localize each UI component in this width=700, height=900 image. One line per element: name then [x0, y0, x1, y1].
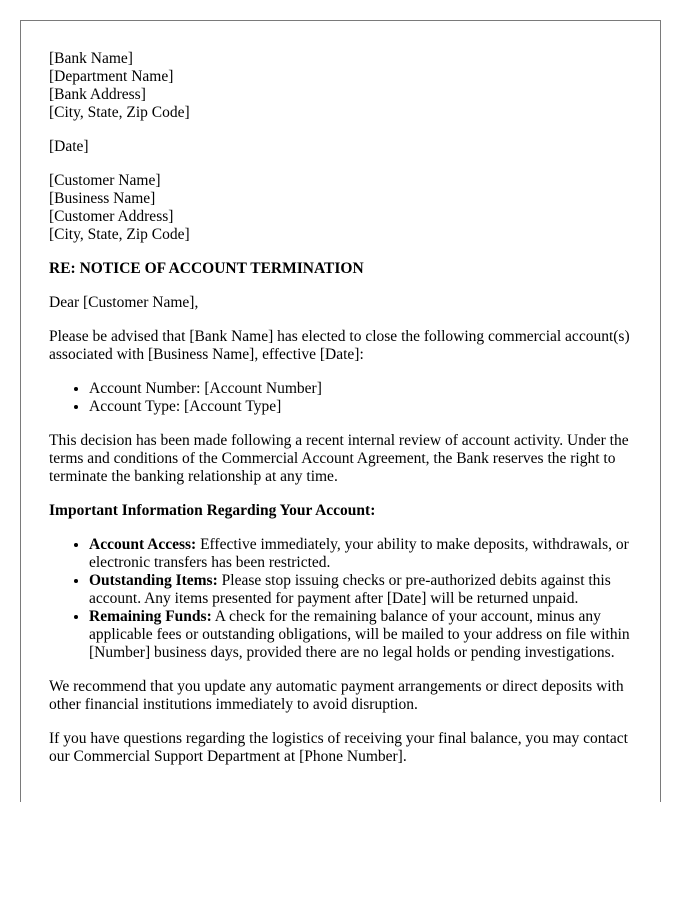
business-name: [Business Name] — [49, 190, 156, 207]
bank-name: [Bank Name] — [49, 50, 133, 67]
account-access-item — [89, 536, 632, 572]
department-name: [Department Name] — [49, 68, 174, 85]
sender-address-block — [49, 50, 632, 122]
account-type-item: • Account Type: [Account Type] — [89, 398, 632, 416]
item-label: Outstanding Items: — [89, 572, 218, 589]
customer-city-state-zip: [City, State, Zip Code] — [49, 226, 190, 243]
letter-page — [20, 20, 661, 802]
item-label: Account Access: — [89, 536, 197, 553]
item-text: A check for the remaining balance of your account, minus any applicable fees or outstanding obligations, will be mailed to your address on file within [Number] business days, provided there are no legal holds or pending investigations. — [89, 608, 630, 661]
customer-name: [Customer Name] — [49, 172, 161, 189]
recommend-paragraph: We recommend that you update any automatic payment arrangements or direct deposits with other financial institutions immediately to avoid disruption. — [49, 678, 624, 713]
bank-address: [Bank Address] — [49, 86, 146, 103]
important-info-heading: Important Information Regarding Your Account: — [49, 502, 376, 519]
item-text: Please stop issuing checks or pre-authorized debits against this account. Any items presented for payment after [Date] will be returned unpaid. — [89, 572, 611, 607]
salutation: Dear [Customer Name], — [49, 294, 199, 311]
subject-line: RE: NOTICE OF ACCOUNT TERMINATION — [49, 260, 364, 277]
questions-paragraph: If you have questions regarding the logistics of receiving your final balance, you may contact our Commercial Support Department at [Phone Number]. — [49, 730, 628, 765]
decision-paragraph: This decision has been made following a recent internal review of account activity. Under the terms and conditions of the Commercial Account Agreement, the Bank reserves the right to terminate the banking relationship at any time. — [49, 432, 629, 485]
customer-address: [Customer Address] — [49, 208, 174, 225]
important-info-list — [49, 536, 632, 662]
intro-paragraph: Please be advised that [Bank Name] has elected to close the following commercial account(s) associated with [Business Name], effective [Date]: — [49, 328, 630, 363]
bank-city-state-zip: [City, State, Zip Code] — [49, 104, 190, 121]
item-text: Effective immediately, your ability to make deposits, withdrawals, or electronic transfers has been restricted. — [89, 536, 629, 571]
account-details-list — [49, 380, 632, 416]
item-label: Remaining Funds: — [89, 608, 212, 625]
outstanding-items-item — [89, 572, 632, 608]
account-number-item: • Account Number: [Account Number] — [89, 380, 632, 398]
remaining-funds-item — [89, 608, 632, 662]
date-line: [Date] — [49, 138, 89, 155]
recipient-address-block — [49, 172, 632, 244]
